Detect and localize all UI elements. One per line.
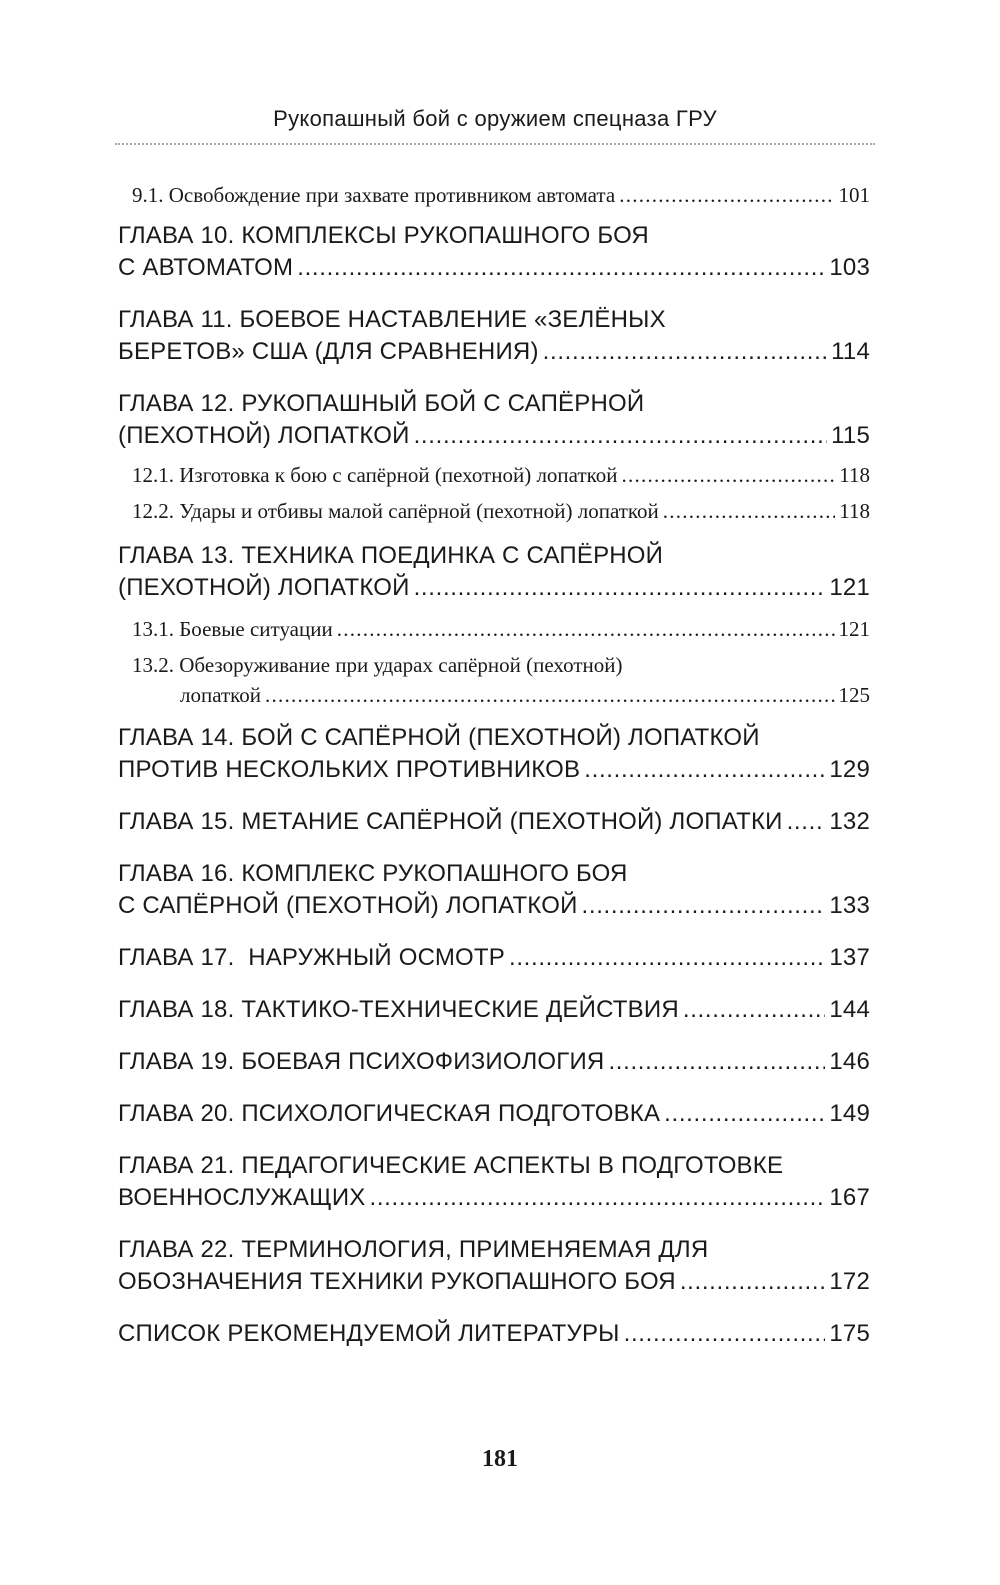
toc-chapter-page: 114 — [831, 338, 870, 365]
toc-chapter-13[interactable] — [118, 540, 870, 604]
toc-entry-page: 118 — [839, 463, 870, 487]
toc-entry-title: 12.2. Удары и отбивы малой сапёрной (пехотной) лопаткой — [132, 499, 659, 523]
toc-chapter-page: 167 — [829, 1184, 870, 1211]
leader-dots — [369, 1182, 825, 1214]
toc-entry-13-1[interactable] — [132, 614, 870, 644]
toc-chapter-title-cont: ВОЕННОСЛУЖАЩИХ — [118, 1184, 366, 1211]
toc-chapter-21[interactable] — [118, 1150, 870, 1214]
toc-chapter-17[interactable] — [118, 942, 870, 974]
leader-dots — [619, 180, 834, 210]
toc-chapter-title: ГЛАВА 19. БОЕВАЯ ПСИХОФИЗИОЛОГИЯ — [118, 1048, 605, 1075]
leader-dots — [680, 1266, 826, 1298]
toc-chapter-title: СПИСОК РЕКОМЕНДУЕМОЙ ЛИТЕРАТУРЫ — [118, 1320, 620, 1347]
toc-chapter-title: ГЛАВА 14. БОЙ С САПЁРНОЙ (ПЕХОТНОЙ) ЛОПАТКОЙ — [118, 724, 760, 751]
leader-dots — [543, 336, 827, 368]
toc-chapter-page: 132 — [829, 808, 870, 835]
toc-chapter-title: ГЛАВА 15. МЕТАНИЕ САПЁРНОЙ (ПЕХОТНОЙ) ЛОПАТКИ — [118, 808, 783, 835]
toc-chapter-page: 115 — [831, 422, 870, 449]
leader-dots — [582, 890, 826, 922]
header-divider — [115, 143, 875, 145]
toc-chapter-page: 146 — [829, 1048, 870, 1075]
toc-entry-title: 9.1. Освобождение при захвате противником автомата — [132, 183, 616, 207]
leader-dots — [664, 1098, 825, 1130]
toc-chapter-title: ГЛАВА 22. ТЕРМИНОЛОГИЯ, ПРИМЕНЯЕМАЯ ДЛЯ — [118, 1236, 709, 1263]
toc-chapter-title: ГЛАВА 10. КОМПЛЕКСЫ РУКОПАШНОГО БОЯ — [118, 222, 649, 249]
leader-dots — [584, 754, 825, 786]
toc-chapter-page: 172 — [829, 1268, 870, 1295]
toc-chapter-title: ГЛАВА 21. ПЕДАГОГИЧЕСКИЕ АСПЕКТЫ В ПОДГОТОВКЕ — [118, 1152, 784, 1179]
toc-chapter-page: 129 — [829, 756, 870, 783]
page-number: 181 — [482, 1446, 518, 1472]
leader-dots — [622, 460, 836, 490]
toc-chapter-title-cont: БЕРЕТОВ» США (ДЛЯ СРАВНЕНИЯ) — [118, 338, 539, 365]
toc-entry-title: 12.1. Изготовка к бою с сапёрной (пехотной) лопаткой — [132, 463, 618, 487]
toc-chapter-16[interactable] — [118, 858, 870, 922]
leader-dots — [608, 1046, 825, 1078]
toc-entry-title-cont: лопаткой — [180, 683, 262, 707]
toc-chapter-title: ГЛАВА 12. РУКОПАШНЫЙ БОЙ С САПЁРНОЙ — [118, 390, 645, 417]
toc-chapter-15[interactable] — [118, 806, 870, 838]
toc-chapter-20[interactable] — [118, 1098, 870, 1130]
toc-chapter-19[interactable] — [118, 1046, 870, 1078]
toc-chapter-page: 149 — [829, 1100, 870, 1127]
leader-dots — [297, 252, 825, 284]
toc-chapter-title: ГЛАВА 18. ТАКТИКО-ТЕХНИЧЕСКИЕ ДЕЙСТВИЯ — [118, 996, 679, 1023]
leader-dots — [414, 420, 828, 452]
toc-chapter-page: 121 — [829, 574, 870, 601]
toc-chapter-title-cont: ОБОЗНАЧЕНИЯ ТЕХНИКИ РУКОПАШНОГО БОЯ — [118, 1268, 676, 1295]
leader-dots — [265, 680, 834, 710]
leader-dots — [683, 994, 825, 1026]
toc-chapter-page: 133 — [829, 892, 870, 919]
toc-chapter-title-cont: С АВТОМАТОМ — [118, 254, 294, 281]
leader-dots — [624, 1318, 826, 1350]
toc-chapter-title-cont: (ПЕХОТНОЙ) ЛОПАТКОЙ — [118, 422, 410, 449]
toc-chapter-14[interactable] — [118, 722, 870, 786]
toc-chapter-title-cont: С САПЁРНОЙ (ПЕХОТНОЙ) ЛОПАТКОЙ — [118, 892, 578, 919]
toc-chapter-11[interactable] — [118, 304, 870, 368]
toc-entry-page: 125 — [838, 683, 870, 707]
toc-chapter-page: 103 — [829, 254, 870, 281]
leader-dots — [414, 572, 826, 604]
leader-dots — [337, 614, 835, 644]
leader-dots — [663, 496, 835, 526]
toc-chapter-title: ГЛАВА 16. КОМПЛЕКС РУКОПАШНОГО БОЯ — [118, 860, 628, 887]
toc-entry-title: 13.1. Боевые ситуации — [132, 617, 333, 641]
leader-dots — [509, 942, 825, 974]
toc-entry-title: 13.2. Обезоруживание при ударах сапёрной (пехотной) — [132, 653, 623, 677]
toc-chapter-title: ГЛАВА 13. ТЕХНИКА ПОЕДИНКА С САПЁРНОЙ — [118, 542, 664, 569]
toc-chapter-10[interactable] — [118, 220, 870, 284]
toc-chapter-title-cont: (ПЕХОТНОЙ) ЛОПАТКОЙ — [118, 574, 410, 601]
toc-chapter-22[interactable] — [118, 1234, 870, 1298]
running-header: Рукопашный бой с оружием спецназа ГРУ — [273, 106, 717, 131]
toc-chapter-title: ГЛАВА 11. БОЕВОЕ НАСТАВЛЕНИЕ «ЗЕЛЁНЫХ — [118, 306, 666, 333]
toc-entry-9-1[interactable] — [132, 180, 870, 210]
toc-entry-page: 118 — [839, 499, 870, 523]
toc-chapter-title-cont: ПРОТИВ НЕСКОЛЬКИХ ПРОТИВНИКОВ — [118, 756, 581, 783]
toc-entry-12-1[interactable] — [132, 460, 870, 490]
table-of-contents — [118, 180, 870, 1350]
toc-chapter-title: ГЛАВА 17. НАРУЖНЫЙ ОСМОТР — [118, 944, 505, 971]
toc-chapter-page: 137 — [829, 944, 870, 971]
toc-entry-12-2[interactable] — [132, 496, 870, 526]
toc-bibliography[interactable] — [118, 1318, 870, 1350]
toc-entry-page: 101 — [838, 183, 870, 207]
toc-chapter-18[interactable] — [118, 994, 870, 1026]
toc-chapter-12[interactable] — [118, 388, 870, 452]
leader-dots — [787, 806, 826, 838]
toc-chapter-title: ГЛАВА 20. ПСИХОЛОГИЧЕСКАЯ ПОДГОТОВКА — [118, 1100, 661, 1127]
toc-entry-13-2[interactable] — [132, 650, 870, 710]
toc-chapter-page: 144 — [829, 996, 870, 1023]
toc-chapter-page: 175 — [829, 1320, 870, 1347]
toc-entry-page: 121 — [838, 617, 870, 641]
